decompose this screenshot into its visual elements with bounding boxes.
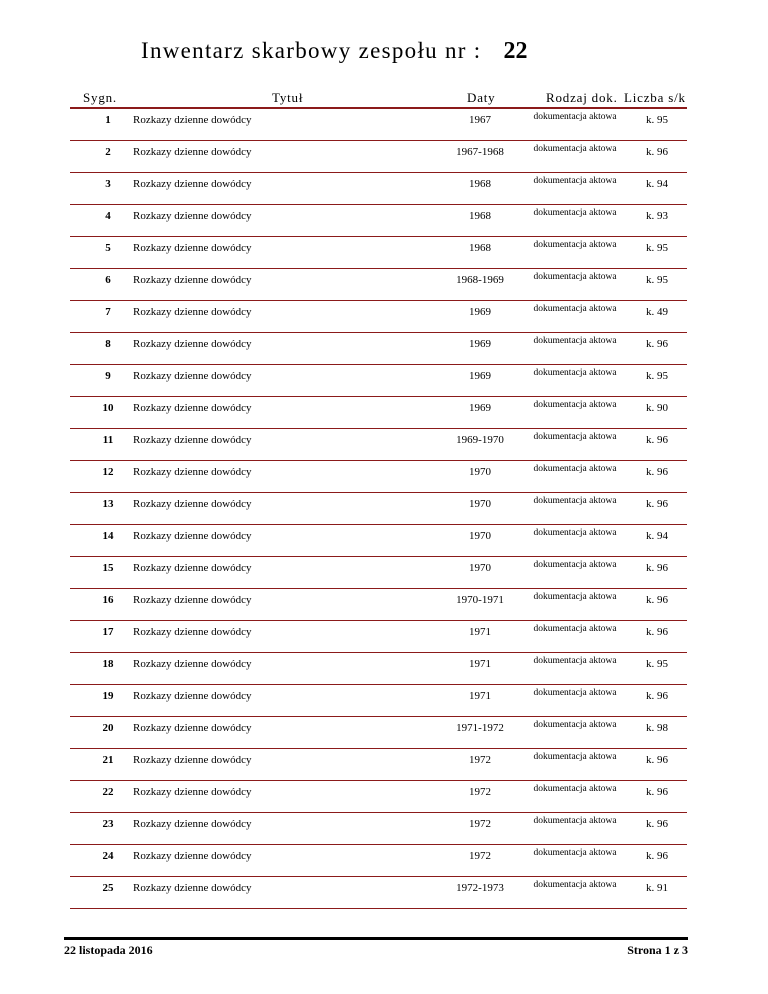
doc-type-cell: dokumentacja aktowa xyxy=(533,880,617,890)
title-cell: Rozkazy dzienne dowódcy xyxy=(133,594,252,606)
table-row xyxy=(70,525,687,557)
sheet-count-cell: k. 95 xyxy=(646,242,668,254)
header-tytul: Tytuł xyxy=(272,90,304,105)
sheet-count-cell: k. 96 xyxy=(646,562,668,574)
doc-type-cell: dokumentacja aktowa xyxy=(533,496,617,506)
sygn-cell: 22 xyxy=(102,786,114,798)
sheet-count-cell: k. 96 xyxy=(646,146,668,158)
table-row xyxy=(70,333,687,365)
sheet-count-cell: k. 91 xyxy=(646,882,668,894)
dates-cell: 1970 xyxy=(469,466,491,478)
doc-type-cell: dokumentacja aktowa xyxy=(533,144,617,154)
dates-cell: 1971 xyxy=(469,690,491,702)
dates-cell: 1969 xyxy=(469,370,491,382)
doc-type-cell: dokumentacja aktowa xyxy=(533,272,617,282)
dates-cell: 1972 xyxy=(469,754,491,766)
header-liczba: Liczba s/k xyxy=(624,90,686,105)
table-row xyxy=(70,461,687,493)
sheet-count-cell: k. 96 xyxy=(646,466,668,478)
title-cell: Rozkazy dzienne dowódcy xyxy=(133,690,252,702)
fond-number: 22 xyxy=(503,38,528,64)
table-row xyxy=(70,109,687,141)
table-row xyxy=(70,237,687,269)
sygn-cell: 6 xyxy=(105,274,111,286)
table-row xyxy=(70,653,687,685)
doc-type-cell: dokumentacja aktowa xyxy=(533,624,617,634)
sygn-cell: 5 xyxy=(105,242,111,254)
dates-cell: 1970-1971 xyxy=(456,594,504,606)
sygn-cell: 24 xyxy=(102,850,114,862)
title-cell: Rozkazy dzienne dowódcy xyxy=(133,850,252,862)
title-cell: Rozkazy dzienne dowódcy xyxy=(133,402,252,414)
title-cell: Rozkazy dzienne dowódcy xyxy=(133,242,252,254)
dates-cell: 1970 xyxy=(469,530,491,542)
doc-type-cell: dokumentacja aktowa xyxy=(533,112,617,122)
doc-type-cell: dokumentacja aktowa xyxy=(533,816,617,826)
doc-type-cell: dokumentacja aktowa xyxy=(533,784,617,794)
sygn-cell: 18 xyxy=(102,658,114,670)
page-title-text: Inwentarz skarbowy zespołu nr : xyxy=(141,38,482,63)
dates-cell: 1972 xyxy=(469,850,491,862)
title-cell: Rozkazy dzienne dowódcy xyxy=(133,626,252,638)
dates-cell: 1969 xyxy=(469,306,491,318)
title-cell: Rozkazy dzienne dowódcy xyxy=(133,658,252,670)
dates-cell: 1971 xyxy=(469,658,491,670)
sheet-count-cell: k. 96 xyxy=(646,850,668,862)
page-title xyxy=(141,38,527,65)
dates-cell: 1970 xyxy=(469,562,491,574)
sygn-cell: 15 xyxy=(102,562,114,574)
table-row xyxy=(70,301,687,333)
sygn-cell: 25 xyxy=(102,882,114,894)
title-cell: Rozkazy dzienne dowódcy xyxy=(133,306,252,318)
table-row xyxy=(70,749,687,781)
table-row xyxy=(70,717,687,749)
dates-cell: 1972 xyxy=(469,786,491,798)
footer-divider xyxy=(64,937,688,940)
sygn-cell: 12 xyxy=(102,466,114,478)
sygn-cell: 1 xyxy=(105,114,111,126)
dates-cell: 1972-1973 xyxy=(456,882,504,894)
dates-cell: 1968 xyxy=(469,178,491,190)
dates-cell: 1969 xyxy=(469,338,491,350)
sygn-cell: 13 xyxy=(102,498,114,510)
sygn-cell: 8 xyxy=(105,338,111,350)
sygn-cell: 9 xyxy=(105,370,111,382)
table-row xyxy=(70,141,687,173)
title-cell: Rozkazy dzienne dowódcy xyxy=(133,562,252,574)
dates-cell: 1971-1972 xyxy=(456,722,504,734)
sheet-count-cell: k. 95 xyxy=(646,274,668,286)
dates-cell: 1968-1969 xyxy=(456,274,504,286)
doc-type-cell: dokumentacja aktowa xyxy=(533,304,617,314)
table-row xyxy=(70,685,687,717)
table-row xyxy=(70,621,687,653)
doc-type-cell: dokumentacja aktowa xyxy=(533,240,617,250)
title-cell: Rozkazy dzienne dowódcy xyxy=(133,178,252,190)
sygn-cell: 2 xyxy=(105,146,111,158)
sheet-count-cell: k. 96 xyxy=(646,818,668,830)
doc-type-cell: dokumentacja aktowa xyxy=(533,560,617,570)
doc-type-cell: dokumentacja aktowa xyxy=(533,368,617,378)
title-cell: Rozkazy dzienne dowódcy xyxy=(133,818,252,830)
title-cell: Rozkazy dzienne dowódcy xyxy=(133,210,252,222)
sygn-cell: 11 xyxy=(102,434,114,446)
sygn-cell: 23 xyxy=(102,818,114,830)
title-cell: Rozkazy dzienne dowódcy xyxy=(133,754,252,766)
sygn-cell: 3 xyxy=(105,178,111,190)
doc-type-cell: dokumentacja aktowa xyxy=(533,208,617,218)
inventory-table xyxy=(70,109,687,909)
table-row xyxy=(70,269,687,301)
sheet-count-cell: k. 96 xyxy=(646,594,668,606)
table-row xyxy=(70,205,687,237)
table-row xyxy=(70,429,687,461)
dates-cell: 1967 xyxy=(469,114,491,126)
sheet-count-cell: k. 93 xyxy=(646,210,668,222)
doc-type-cell: dokumentacja aktowa xyxy=(533,336,617,346)
doc-type-cell: dokumentacja aktowa xyxy=(533,432,617,442)
table-row xyxy=(70,173,687,205)
sygn-cell: 16 xyxy=(102,594,114,606)
sygn-cell: 21 xyxy=(102,754,114,766)
sheet-count-cell: k. 94 xyxy=(646,178,668,190)
sheet-count-cell: k. 96 xyxy=(646,754,668,766)
footer-page-number: Strona 1 z 3 xyxy=(627,943,688,957)
sygn-cell: 20 xyxy=(102,722,114,734)
header-daty: Daty xyxy=(467,90,496,105)
dates-cell: 1971 xyxy=(469,626,491,638)
dates-cell: 1968 xyxy=(469,242,491,254)
doc-type-cell: dokumentacja aktowa xyxy=(533,592,617,602)
doc-type-cell: dokumentacja aktowa xyxy=(533,688,617,698)
sygn-cell: 4 xyxy=(105,210,111,222)
sygn-cell: 19 xyxy=(102,690,114,702)
dates-cell: 1967-1968 xyxy=(456,146,504,158)
sheet-count-cell: k. 95 xyxy=(646,114,668,126)
table-row xyxy=(70,365,687,397)
doc-type-cell: dokumentacja aktowa xyxy=(533,400,617,410)
doc-type-cell: dokumentacja aktowa xyxy=(533,752,617,762)
table-row xyxy=(70,877,687,909)
title-cell: Rozkazy dzienne dowódcy xyxy=(133,530,252,542)
sheet-count-cell: k. 98 xyxy=(646,722,668,734)
sheet-count-cell: k. 95 xyxy=(646,658,668,670)
title-cell: Rozkazy dzienne dowódcy xyxy=(133,466,252,478)
sheet-count-cell: k. 94 xyxy=(646,530,668,542)
sheet-count-cell: k. 96 xyxy=(646,434,668,446)
title-cell: Rozkazy dzienne dowódcy xyxy=(133,498,252,510)
sygn-cell: 17 xyxy=(102,626,114,638)
doc-type-cell: dokumentacja aktowa xyxy=(533,720,617,730)
table-row xyxy=(70,557,687,589)
table-row xyxy=(70,845,687,877)
dates-cell: 1968 xyxy=(469,210,491,222)
sheet-count-cell: k. 95 xyxy=(646,370,668,382)
sheet-count-cell: k. 96 xyxy=(646,786,668,798)
title-cell: Rozkazy dzienne dowódcy xyxy=(133,722,252,734)
doc-type-cell: dokumentacja aktowa xyxy=(533,176,617,186)
title-cell: Rozkazy dzienne dowódcy xyxy=(133,338,252,350)
dates-cell: 1972 xyxy=(469,818,491,830)
header-sygn: Sygn. xyxy=(83,90,117,105)
sheet-count-cell: k. 96 xyxy=(646,690,668,702)
doc-type-cell: dokumentacja aktowa xyxy=(533,848,617,858)
dates-cell: 1970 xyxy=(469,498,491,510)
title-cell: Rozkazy dzienne dowódcy xyxy=(133,114,252,126)
title-cell: Rozkazy dzienne dowódcy xyxy=(133,370,252,382)
table-row xyxy=(70,493,687,525)
sheet-count-cell: k. 96 xyxy=(646,338,668,350)
dates-cell: 1969-1970 xyxy=(456,434,504,446)
title-cell: Rozkazy dzienne dowódcy xyxy=(133,146,252,158)
doc-type-cell: dokumentacja aktowa xyxy=(533,656,617,666)
doc-type-cell: dokumentacja aktowa xyxy=(533,464,617,474)
header-rodzaj: Rodzaj dok. xyxy=(546,90,618,105)
footer-date: 22 listopada 2016 xyxy=(64,943,153,957)
table-row xyxy=(70,813,687,845)
table-row xyxy=(70,397,687,429)
table-row xyxy=(70,589,687,621)
sheet-count-cell: k. 96 xyxy=(646,498,668,510)
sygn-cell: 7 xyxy=(105,306,111,318)
title-cell: Rozkazy dzienne dowódcy xyxy=(133,786,252,798)
doc-type-cell: dokumentacja aktowa xyxy=(533,528,617,538)
sheet-count-cell: k. 96 xyxy=(646,626,668,638)
table-row xyxy=(70,781,687,813)
sheet-count-cell: k. 49 xyxy=(646,306,668,318)
title-cell: Rozkazy dzienne dowódcy xyxy=(133,434,252,446)
title-cell: Rozkazy dzienne dowódcy xyxy=(133,274,252,286)
sygn-cell: 10 xyxy=(102,402,114,414)
sygn-cell: 14 xyxy=(102,530,114,542)
title-cell: Rozkazy dzienne dowódcy xyxy=(133,882,252,894)
dates-cell: 1969 xyxy=(469,402,491,414)
sheet-count-cell: k. 90 xyxy=(646,402,668,414)
